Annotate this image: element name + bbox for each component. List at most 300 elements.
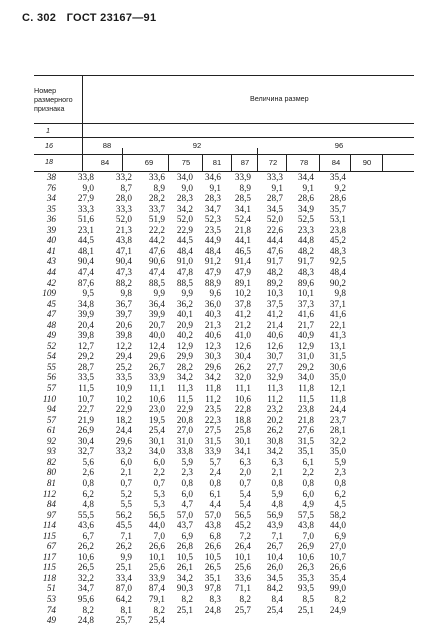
table-cell: 9,0 bbox=[82, 182, 94, 193]
row-number: 49 bbox=[46, 615, 56, 626]
table-cell: 21,7 bbox=[297, 319, 314, 330]
table-cell: 41,0 bbox=[234, 330, 251, 341]
table-cell: 23,8 bbox=[329, 224, 346, 235]
table-cell: 9,1 bbox=[271, 182, 283, 193]
table-cell: 35,1 bbox=[297, 446, 314, 457]
table-row bbox=[0, 204, 427, 215]
table-row bbox=[0, 415, 427, 426]
table-cell: 52,4 bbox=[234, 214, 251, 225]
table-cell: 47,4 bbox=[148, 266, 165, 277]
table-cell: 27,6 bbox=[297, 425, 314, 436]
table-cell: 12,6 bbox=[266, 340, 283, 351]
table-cell: 28,2 bbox=[176, 361, 193, 372]
caption-col: Номер размерного признака bbox=[34, 86, 73, 113]
table-cell: 12,2 bbox=[115, 340, 132, 351]
table-cell: 28,3 bbox=[176, 193, 193, 204]
row-number: 110 bbox=[42, 393, 56, 404]
table-cell: 10,6 bbox=[77, 551, 94, 562]
table-cell: 26,2 bbox=[77, 541, 94, 552]
row-number: 61 bbox=[46, 425, 56, 436]
table-row bbox=[0, 425, 427, 436]
table-cell: 37,3 bbox=[297, 298, 314, 309]
table-cell: 22,9 bbox=[176, 404, 193, 415]
row-number: 84 bbox=[46, 499, 56, 510]
table-cell: 29,4 bbox=[115, 351, 132, 362]
page-header bbox=[22, 12, 163, 24]
table-cell: 31,5 bbox=[297, 435, 314, 446]
table-cell: 5,2 bbox=[120, 488, 132, 499]
row-number: 115 bbox=[42, 530, 56, 541]
table-cell: 5,3 bbox=[153, 499, 165, 510]
table-cell: 19,5 bbox=[148, 414, 165, 425]
table-cell: 9,8 bbox=[334, 288, 346, 299]
table-cell: 52,0 bbox=[115, 214, 132, 225]
table-cell: 22,1 bbox=[329, 319, 346, 330]
table-cell: 8,1 bbox=[120, 604, 132, 615]
table-cell: 5,5 bbox=[120, 499, 132, 510]
table-cell: 27,5 bbox=[204, 425, 221, 436]
table-cell: 34,5 bbox=[266, 203, 283, 214]
table-cell: 28,3 bbox=[204, 193, 221, 204]
table-cell: 37,8 bbox=[234, 298, 251, 309]
table-cell: 8,2 bbox=[334, 594, 346, 604]
row-number: 74 bbox=[46, 604, 56, 615]
table-cell: 20,6 bbox=[115, 319, 132, 330]
table-cell: 26,2 bbox=[115, 541, 132, 552]
table-cell: 39,9 bbox=[77, 309, 94, 320]
table-cell: 88,9 bbox=[204, 277, 221, 288]
row-number: 51 bbox=[46, 583, 56, 594]
header-rule-16 bbox=[34, 137, 414, 138]
table-cell: 34,4 bbox=[297, 172, 314, 182]
table-cell: 7,2 bbox=[239, 530, 251, 541]
table-cell: 47,6 bbox=[266, 245, 283, 256]
table-cell: 31,0 bbox=[297, 351, 314, 362]
row-number: 35 bbox=[46, 203, 56, 214]
table-cell: 35,7 bbox=[329, 203, 346, 214]
table-cell: 6,1 bbox=[209, 488, 221, 499]
table-cell: 9,9 bbox=[120, 551, 132, 562]
row-number: 118 bbox=[42, 572, 56, 583]
table-cell: 11,5 bbox=[177, 393, 193, 404]
table-cell: 10,4 bbox=[266, 551, 283, 562]
header-top-rule bbox=[34, 75, 414, 76]
table-cell: 22,9 bbox=[176, 224, 193, 235]
table-cell: 52,0 bbox=[176, 214, 193, 225]
table-cell: 0,8 bbox=[209, 477, 221, 488]
table-cell: 0,7 bbox=[153, 477, 165, 488]
table-cell: 48,4 bbox=[204, 245, 221, 256]
table-cell: 6,0 bbox=[153, 456, 165, 467]
table-cell: 44,0 bbox=[148, 520, 165, 531]
table-cell: 29,6 bbox=[115, 435, 132, 446]
row-label-16: 16 bbox=[45, 141, 53, 150]
table-cell: 87,4 bbox=[148, 583, 165, 594]
table-cell: 12,4 bbox=[148, 340, 165, 351]
table-cell: 40,9 bbox=[297, 330, 314, 341]
table-cell: 8,9 bbox=[153, 182, 165, 193]
table-row bbox=[0, 436, 427, 447]
table-cell: 28,6 bbox=[329, 193, 346, 204]
table-cell: 33,6 bbox=[148, 172, 165, 182]
table-cell: 21,4 bbox=[266, 319, 283, 330]
table-cell: 35,3 bbox=[297, 572, 314, 583]
table-row bbox=[0, 478, 427, 489]
table-header bbox=[34, 75, 414, 171]
h18-5: 87 bbox=[240, 158, 250, 167]
table-row bbox=[0, 615, 427, 626]
table-cell: 91,0 bbox=[176, 256, 193, 267]
table-cell: 23,0 bbox=[148, 404, 165, 415]
table-cell: 28,6 bbox=[297, 193, 314, 204]
row-number: 92 bbox=[46, 435, 56, 446]
table-cell: 47,9 bbox=[204, 266, 221, 277]
table-cell: 10,1 bbox=[234, 551, 251, 562]
table-cell: 31,5 bbox=[204, 435, 221, 446]
table-cell: 25,1 bbox=[176, 604, 193, 615]
table-cell: 45,5 bbox=[115, 520, 132, 531]
table-cell: 25,4 bbox=[148, 615, 165, 626]
table-cell: 41,2 bbox=[234, 309, 251, 320]
table-cell: 33,9 bbox=[204, 446, 221, 457]
table-cell: 23,1 bbox=[77, 224, 94, 235]
table-cell: 12,9 bbox=[176, 340, 193, 351]
table-cell: 36,4 bbox=[148, 298, 165, 309]
table-cell: 28,1 bbox=[329, 425, 346, 436]
table-cell: 44,5 bbox=[176, 235, 193, 246]
table-cell: 44,1 bbox=[234, 235, 251, 246]
table-cell: 46,5 bbox=[234, 245, 251, 256]
table-cell: 89,2 bbox=[266, 277, 283, 288]
table-cell: 40,2 bbox=[176, 330, 193, 341]
table-cell: 40,6 bbox=[266, 330, 283, 341]
table-cell: 79,1 bbox=[148, 594, 165, 604]
table-cell: 43,8 bbox=[115, 235, 132, 246]
row-number: 38 bbox=[46, 172, 56, 182]
table-cell: 90,4 bbox=[115, 256, 132, 267]
table-cell: 12,7 bbox=[77, 340, 94, 351]
row-number: 48 bbox=[46, 319, 56, 330]
table-cell: 47,1 bbox=[115, 245, 132, 256]
table-cell: 26,5 bbox=[204, 562, 221, 573]
table-cell: 52,3 bbox=[204, 214, 221, 225]
h16-3: 96 bbox=[334, 141, 344, 150]
table-cell: 43,9 bbox=[266, 520, 283, 531]
table-cell: 87,0 bbox=[115, 583, 132, 594]
table-cell: 5,7 bbox=[209, 456, 221, 467]
table-cell: 24,8 bbox=[204, 604, 221, 615]
table-cell: 33,2 bbox=[115, 172, 132, 182]
table-cell: 26,0 bbox=[266, 562, 283, 573]
table-cell: 9,5 bbox=[82, 288, 94, 299]
table-row bbox=[0, 489, 427, 500]
table-cell: 11,8 bbox=[205, 383, 221, 393]
table-row bbox=[0, 214, 427, 225]
table-row bbox=[0, 383, 427, 394]
table-row bbox=[0, 531, 427, 542]
row-number: 115 bbox=[42, 562, 56, 573]
table-cell: 25,6 bbox=[234, 562, 251, 573]
table-cell: 43,7 bbox=[176, 520, 193, 531]
row-label-18: 18 bbox=[45, 157, 53, 166]
table-row bbox=[0, 446, 427, 457]
table-cell: 34,2 bbox=[176, 572, 193, 583]
table-cell: 40,0 bbox=[148, 330, 165, 341]
table-cell: 11,5 bbox=[298, 393, 314, 404]
table-cell: 84,2 bbox=[266, 583, 283, 594]
table-cell: 20,7 bbox=[148, 319, 165, 330]
table-cell: 27,9 bbox=[77, 193, 94, 204]
row-label-1: 1 bbox=[46, 126, 50, 135]
table-cell: 35,4 bbox=[329, 172, 346, 182]
table-cell: 9,1 bbox=[209, 182, 221, 193]
table-cell: 88,5 bbox=[148, 277, 165, 288]
table-cell: 9,1 bbox=[302, 182, 314, 193]
table-row bbox=[0, 394, 427, 405]
table-cell: 8,9 bbox=[239, 182, 251, 193]
table-cell: 25,7 bbox=[234, 604, 251, 615]
table-cell: 33,9 bbox=[148, 372, 165, 383]
table-cell: 34,0 bbox=[148, 446, 165, 457]
table-cell: 5,6 bbox=[82, 456, 94, 467]
table-cell: 11,8 bbox=[330, 393, 346, 404]
table-cell: 48,2 bbox=[297, 245, 314, 256]
table-cell: 39,9 bbox=[148, 309, 165, 320]
table-row bbox=[0, 467, 427, 478]
table-row bbox=[0, 583, 427, 594]
table-cell: 10,9 bbox=[115, 383, 132, 393]
table-cell: 13,1 bbox=[329, 340, 346, 351]
table-cell: 0,8 bbox=[271, 477, 283, 488]
table-cell: 33,2 bbox=[115, 446, 132, 457]
table-row bbox=[0, 573, 427, 584]
row-number: 114 bbox=[42, 520, 56, 531]
table-row bbox=[0, 362, 427, 373]
table-cell: 20,4 bbox=[77, 319, 94, 330]
h18-2: 69 bbox=[144, 158, 154, 167]
table-cell: 28,0 bbox=[115, 193, 132, 204]
table-cell: 44,4 bbox=[266, 235, 283, 246]
table-cell: 2,1 bbox=[120, 467, 132, 478]
table-cell: 91,2 bbox=[204, 256, 221, 267]
table-cell: 28,5 bbox=[234, 193, 251, 204]
table-cell: 90,2 bbox=[329, 277, 346, 288]
table-row bbox=[0, 341, 427, 352]
table-cell: 40,1 bbox=[176, 309, 193, 320]
table-cell: 4,5 bbox=[334, 499, 346, 510]
table-cell: 8,3 bbox=[209, 594, 221, 604]
table-cell: 11,8 bbox=[298, 383, 314, 393]
row-number: 39 bbox=[46, 224, 56, 235]
table-cell: 30,8 bbox=[266, 435, 283, 446]
table-cell: 29,6 bbox=[204, 361, 221, 372]
table-row bbox=[0, 330, 427, 341]
table-cell: 8,2 bbox=[153, 604, 165, 615]
row-number: 40 bbox=[46, 235, 56, 246]
h16-1: 88 bbox=[102, 141, 112, 150]
table-cell: 89,6 bbox=[297, 277, 314, 288]
table-cell: 34,6 bbox=[204, 172, 221, 182]
table-cell: 47,4 bbox=[77, 266, 94, 277]
table-cell: 6,9 bbox=[334, 530, 346, 541]
table-cell: 91,7 bbox=[266, 256, 283, 267]
table-row bbox=[0, 351, 427, 362]
table-cell: 92,5 bbox=[329, 256, 346, 267]
table-cell: 26,6 bbox=[204, 541, 221, 552]
table-cell: 29,6 bbox=[148, 351, 165, 362]
table-cell: 44,5 bbox=[77, 235, 94, 246]
table-cell: 36,2 bbox=[176, 298, 193, 309]
table-row bbox=[0, 309, 427, 320]
table-cell: 0,8 bbox=[334, 477, 346, 488]
table-cell: 2,3 bbox=[334, 467, 346, 478]
table-cell: 33,8 bbox=[77, 172, 94, 182]
table-cell: 44,2 bbox=[148, 235, 165, 246]
table-cell: 6,2 bbox=[82, 488, 94, 499]
table-cell: 40,3 bbox=[204, 309, 221, 320]
table-cell: 6,3 bbox=[239, 456, 251, 467]
row-number: 34 bbox=[46, 193, 56, 204]
table-cell: 28,2 bbox=[148, 193, 165, 204]
table-cell: 23,2 bbox=[266, 404, 283, 415]
table-cell: 4,7 bbox=[181, 499, 193, 510]
table-cell: 40,6 bbox=[204, 330, 221, 341]
row-number: 67 bbox=[46, 541, 56, 552]
table-cell: 43,8 bbox=[204, 520, 221, 531]
table-cell: 6,7 bbox=[82, 530, 94, 541]
table-cell: 32,2 bbox=[329, 435, 346, 446]
table-cell: 29,2 bbox=[77, 351, 94, 362]
table-cell: 26,7 bbox=[266, 541, 283, 552]
table-cell: 39,8 bbox=[115, 330, 132, 341]
table-cell: 88,5 bbox=[176, 277, 193, 288]
table-row bbox=[0, 172, 427, 183]
header-rule-18 bbox=[34, 154, 414, 155]
table-cell: 45,2 bbox=[329, 235, 346, 246]
table-cell: 22,7 bbox=[77, 404, 94, 415]
table-cell: 33,7 bbox=[148, 203, 165, 214]
table-cell: 11,2 bbox=[205, 393, 221, 404]
table-cell: 25,1 bbox=[297, 604, 314, 615]
table-cell: 18,8 bbox=[234, 414, 251, 425]
table-cell: 11,2 bbox=[267, 393, 283, 404]
table-row bbox=[0, 278, 427, 289]
table-row bbox=[0, 235, 427, 246]
table-cell: 48,3 bbox=[297, 266, 314, 277]
table-cell: 2,3 bbox=[181, 467, 193, 478]
row-number: 76 bbox=[46, 182, 56, 193]
row-number: 41 bbox=[46, 245, 56, 256]
table-cell: 33,5 bbox=[77, 372, 94, 383]
table-cell: 4,8 bbox=[82, 499, 94, 510]
h18-div-2 bbox=[168, 154, 169, 171]
table-cell: 22,2 bbox=[148, 224, 165, 235]
table-cell: 35,0 bbox=[329, 372, 346, 383]
table-cell: 21,3 bbox=[115, 224, 132, 235]
table-cell: 26,2 bbox=[234, 361, 251, 372]
table-cell: 30,3 bbox=[204, 351, 221, 362]
row-number: 93 bbox=[46, 446, 56, 457]
h18-7: 78 bbox=[299, 158, 309, 167]
table-cell: 8,5 bbox=[302, 594, 314, 604]
table-cell: 93,5 bbox=[297, 583, 314, 594]
table-cell: 26,7 bbox=[148, 361, 165, 372]
table-cell: 25,6 bbox=[148, 562, 165, 573]
table-cell: 26,9 bbox=[297, 541, 314, 552]
table-cell: 34,1 bbox=[234, 446, 251, 457]
table-cell: 37,5 bbox=[266, 298, 283, 309]
table-cell: 26,2 bbox=[266, 425, 283, 436]
row-number: 97 bbox=[46, 509, 56, 520]
table-cell: 8,2 bbox=[82, 604, 94, 615]
table-cell: 21,2 bbox=[234, 319, 251, 330]
table-cell: 11,1 bbox=[235, 383, 251, 393]
table-cell: 0,8 bbox=[82, 477, 94, 488]
table-row bbox=[0, 299, 427, 310]
table-cell: 6,1 bbox=[302, 456, 314, 467]
table-cell: 0,8 bbox=[302, 477, 314, 488]
table-cell: 44,8 bbox=[297, 235, 314, 246]
table-cell: 48,4 bbox=[176, 245, 193, 256]
table-cell: 35,1 bbox=[204, 572, 221, 583]
table-cell: 23,5 bbox=[204, 404, 221, 415]
header-rule-1 bbox=[34, 123, 414, 124]
table-cell: 29,2 bbox=[297, 361, 314, 372]
table-cell: 10,3 bbox=[266, 288, 283, 299]
row-number: 53 bbox=[46, 594, 56, 604]
table-cell: 25,2 bbox=[115, 361, 132, 372]
table-row bbox=[0, 372, 427, 383]
table-cell: 57,0 bbox=[176, 509, 193, 520]
table-cell: 0,7 bbox=[239, 477, 251, 488]
table-cell: 26,3 bbox=[297, 562, 314, 573]
table-cell: 57,0 bbox=[204, 509, 221, 520]
table-cell: 56,2 bbox=[115, 509, 132, 520]
table-cell: 10,5 bbox=[176, 551, 193, 562]
table-cell: 48,1 bbox=[77, 245, 94, 256]
row-number: 80 bbox=[46, 467, 56, 478]
table-cell: 21,3 bbox=[204, 319, 221, 330]
table-cell: 5,4 bbox=[239, 488, 251, 499]
row-number: 56 bbox=[46, 372, 56, 383]
table-cell: 6,9 bbox=[181, 530, 193, 541]
table-cell: 99,0 bbox=[329, 583, 346, 594]
table-cell: 2,2 bbox=[153, 467, 165, 478]
table-cell: 25,4 bbox=[148, 425, 165, 436]
table-cell: 2,1 bbox=[271, 467, 283, 478]
table-cell: 44,9 bbox=[204, 235, 221, 246]
table-cell: 0,7 bbox=[120, 477, 132, 488]
table-cell: 27,0 bbox=[176, 425, 193, 436]
table-cell: 2,0 bbox=[239, 467, 251, 478]
table-row bbox=[0, 499, 427, 510]
table-row bbox=[0, 520, 427, 531]
table-cell: 34,5 bbox=[266, 572, 283, 583]
h18-div-9 bbox=[382, 154, 383, 171]
table-cell: 8,4 bbox=[271, 594, 283, 604]
table-cell: 26,8 bbox=[176, 541, 193, 552]
table-cell: 8,2 bbox=[181, 594, 193, 604]
table-row bbox=[0, 225, 427, 236]
table-cell: 34,2 bbox=[204, 372, 221, 383]
table-cell: 26,6 bbox=[148, 541, 165, 552]
h18-6: 72 bbox=[268, 158, 278, 167]
row-number: 45 bbox=[46, 298, 56, 309]
h18-div-1 bbox=[122, 154, 123, 171]
table-cell: 9,9 bbox=[153, 288, 165, 299]
table-row bbox=[0, 605, 427, 616]
table-cell: 6,0 bbox=[120, 456, 132, 467]
